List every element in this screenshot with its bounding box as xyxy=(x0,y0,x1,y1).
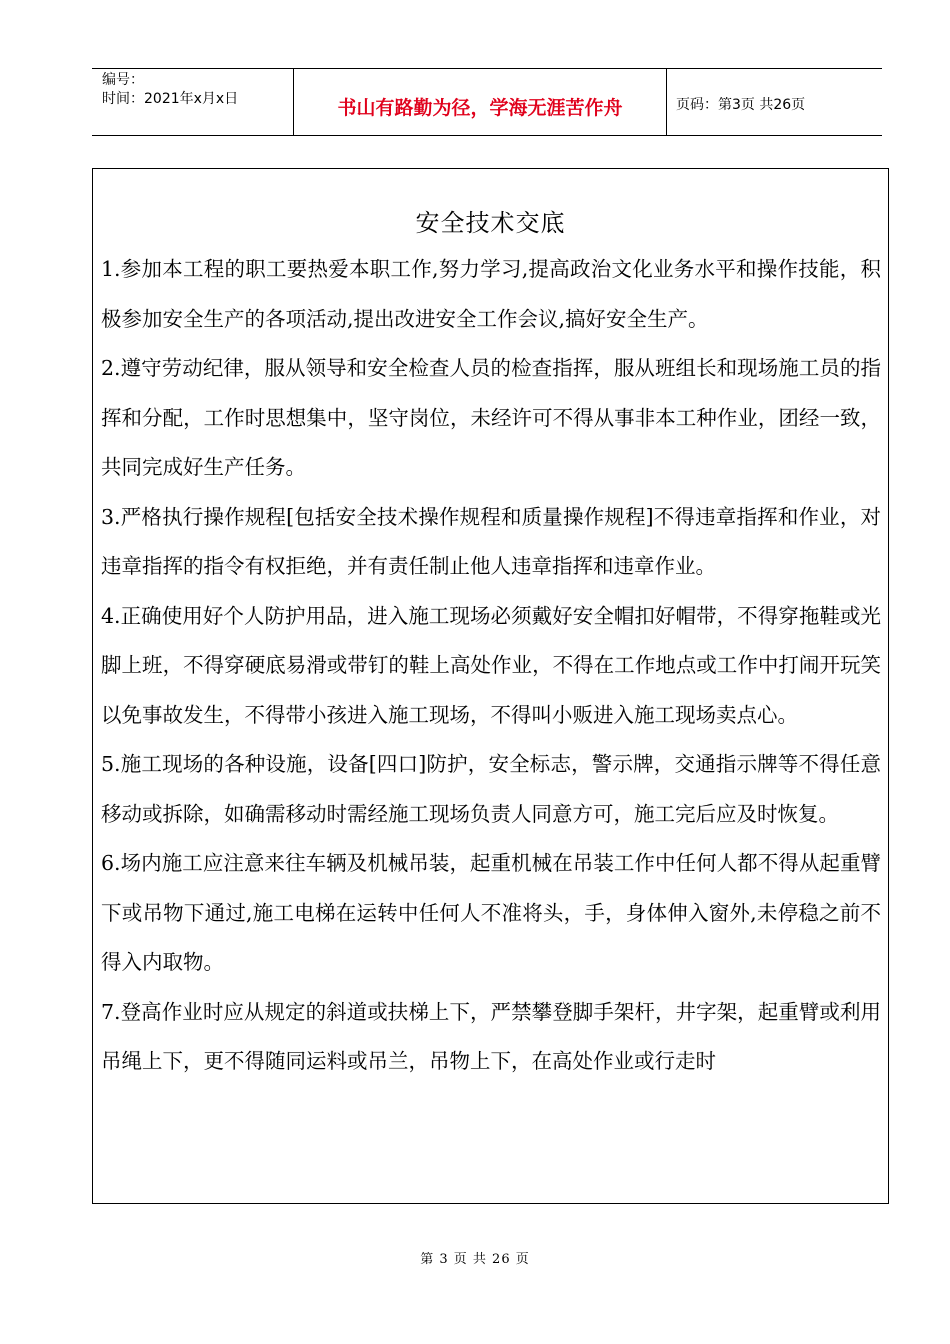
paragraph-7: 7.登高作业时应从规定的斜道或扶梯上下，严禁攀登脚手架杆，井字架，起重臂或利用吊绳上下，更不得随同运料或吊兰，吊物上下，在高处作业或行走时 xyxy=(101,999,881,1073)
footer-page-number: 第 3 页 共 26 页 xyxy=(420,1252,530,1267)
document-code-label: 编号： xyxy=(102,72,144,88)
paragraph-4: 4.正确使用好个人防护用品，进入施工现场必须戴好安全帽扣好帽带，不得穿拖鞋或光脚上班，不得穿硬底易滑或带钉的鞋上高处作业，不得在工作地点或工作中打闹开玩笑以免事故发生，不得带小孩进入施工现场，不得叫小贩进入施工现场卖点心。 xyxy=(101,603,881,727)
paragraph-2: 2.遵守劳动纪律，服从领导和安全检查人员的检查指挥，服从班组长和现场施工员的指挥和分配，工作时思想集中，坚守岗位，未经许可不得从事非本工种作业，团经一致，共同完成好生产任务。 xyxy=(101,356,881,479)
header-page-cell xyxy=(667,69,882,135)
paragraph-1: 1.参加本工程的职工要热爱本职工作,努力学习,提高政治文化业务水平和操作技能，积极参加安全生产的各项活动,提出改进安全工作会议,搞好安全生产。 xyxy=(101,257,881,331)
paragraph-6: 6.场内施工应注意来往车辆及机械吊装，起重机械在吊装工作中任何人都不得从起重臂下或吊物下通过,施工电梯在运转中任何人不准将头，手，身体伸入窗外,未停稳之前不得入内取物。 xyxy=(101,851,881,974)
document-title: 安全技术交底 xyxy=(415,209,566,237)
document-body xyxy=(101,245,881,1087)
document-time-label: 时间：2021年x月x日 xyxy=(102,91,239,107)
header-motto-cell xyxy=(294,69,667,135)
header-page-label: 页码：第3页 共26页 xyxy=(676,97,806,113)
header-motto: 书山有路勤为径，学海无涯苦作舟 xyxy=(337,97,623,119)
header-table xyxy=(92,68,882,136)
document-content-box xyxy=(92,168,889,1204)
paragraph-5: 5.施工现场的各种设施，设备[四口]防护，安全标志，警示牌，交通指示牌等不得任意移动或拆除，如确需移动时需经施工现场负责人同意方可，施工完后应及时恢复。 xyxy=(101,752,881,826)
header-info-cell xyxy=(92,69,294,135)
paragraph-3: 3.严格执行操作规程[包括安全技术操作规程和质量操作规程]不得违章指挥和作业，对违章指挥的指令有权拒绝，并有责任制止他人违章指挥和违章作业。 xyxy=(101,504,881,578)
